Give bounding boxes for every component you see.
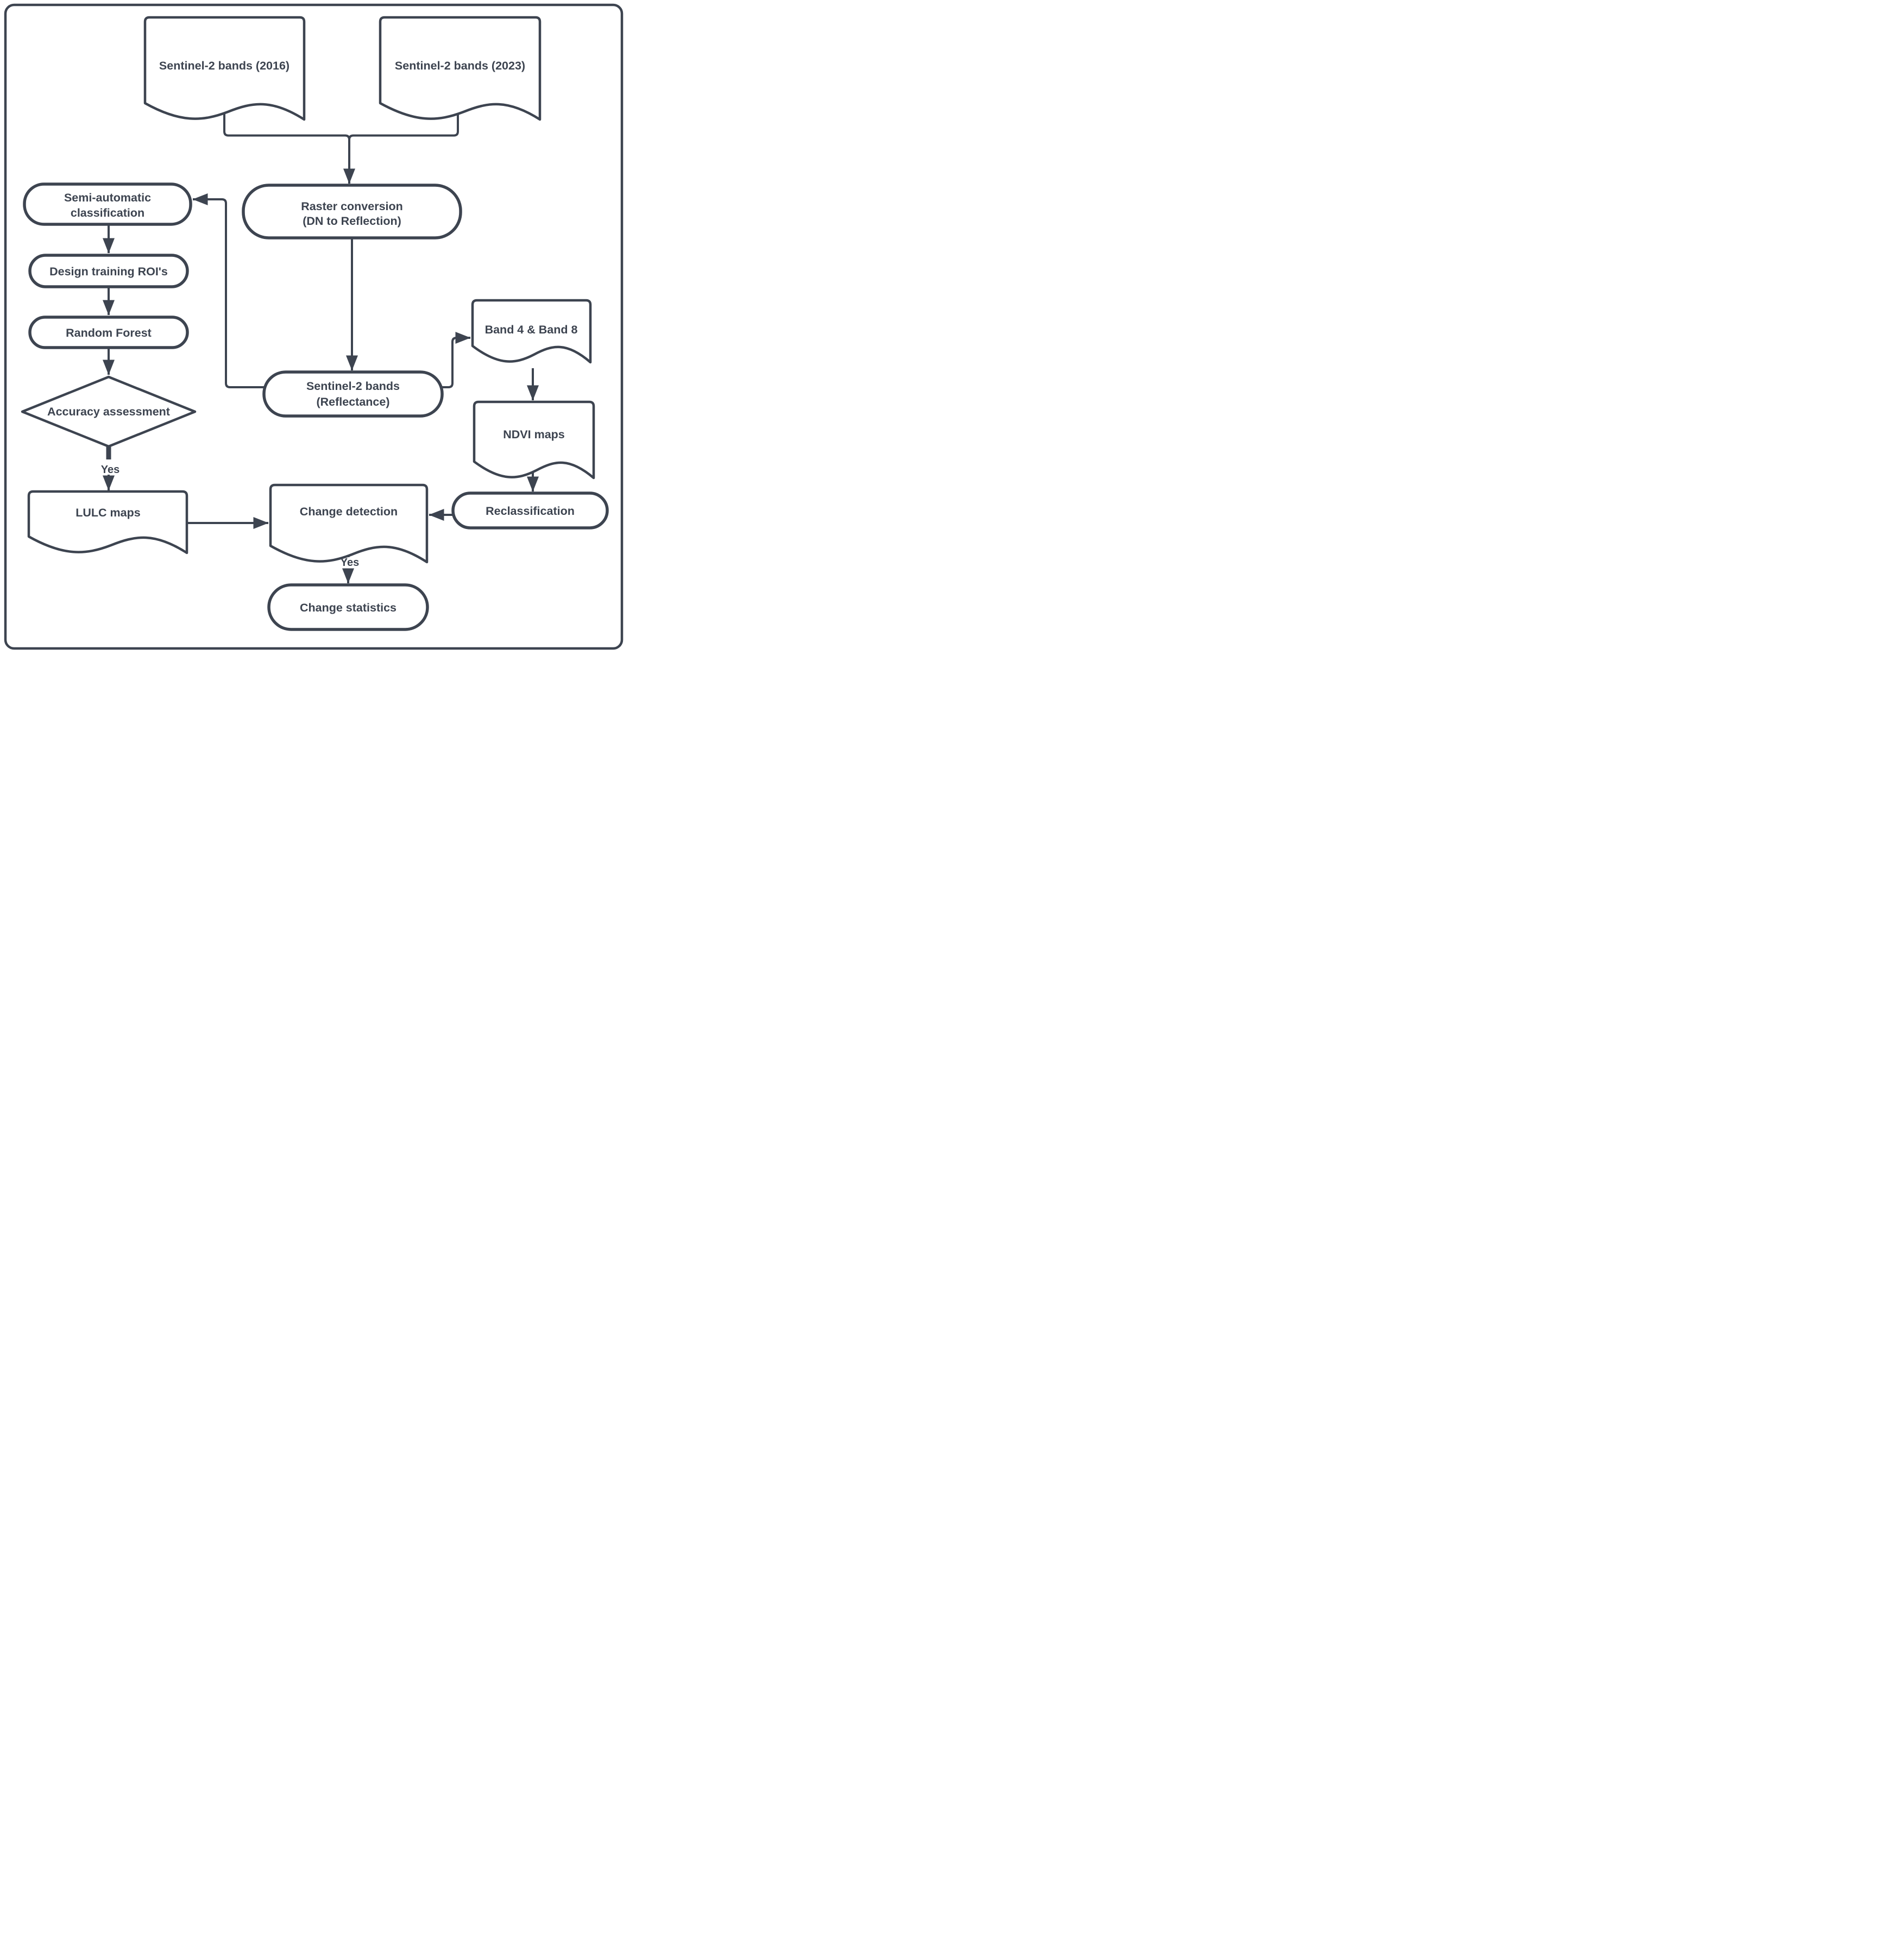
document-shape bbox=[29, 491, 187, 553]
node-label-line2: classification bbox=[70, 206, 145, 219]
node-accuracy-assessment bbox=[22, 377, 195, 446]
edge-reflectance-to-band48 bbox=[442, 338, 470, 387]
node-sentinel-reflectance bbox=[264, 372, 442, 416]
node-label: Sentinel-2 bands (2023) bbox=[394, 59, 526, 72]
node-design-training-rois bbox=[30, 255, 187, 287]
node-change-statistics bbox=[269, 585, 427, 629]
node-sentinel-2016 bbox=[145, 17, 304, 119]
node-random-forest bbox=[30, 317, 187, 348]
rounded-process-shape bbox=[264, 372, 442, 416]
node-label: Change detection bbox=[299, 505, 398, 518]
node-label: Change statistics bbox=[299, 601, 397, 614]
edge-sentinel2016-to-junction bbox=[224, 110, 349, 140]
document-shape bbox=[270, 485, 427, 562]
node-label: Design training ROI's bbox=[49, 265, 168, 278]
node-label: NDVI maps bbox=[503, 428, 565, 441]
flowchart-canvas bbox=[0, 0, 627, 653]
node-label-line1: Semi-automatic bbox=[64, 191, 152, 204]
node-semi-automatic-classification bbox=[24, 184, 191, 224]
node-label-line2: (Reflectance) bbox=[316, 395, 390, 408]
node-label: Random Forest bbox=[66, 326, 152, 339]
edge-label-yes-1: Yes bbox=[100, 464, 120, 476]
node-sentinel-2023 bbox=[380, 17, 540, 119]
node-label-line1: Sentinel-2 bands bbox=[306, 380, 400, 393]
node-label: Sentinel-2 bands (2016) bbox=[159, 59, 290, 72]
node-reclassification bbox=[453, 493, 607, 528]
edge-label-yes-2: Yes bbox=[340, 557, 360, 569]
node-label: LULC maps bbox=[75, 506, 141, 519]
node-label-line2: (DN to Reflection) bbox=[303, 215, 401, 228]
node-ndvi-maps bbox=[474, 402, 594, 478]
node-raster-conversion bbox=[243, 185, 461, 238]
node-label: Band 4 & Band 8 bbox=[484, 323, 578, 336]
node-band4-band8 bbox=[473, 300, 590, 362]
node-label: Accuracy assessment bbox=[47, 405, 170, 418]
node-label-line1: Raster conversion bbox=[301, 200, 403, 213]
node-lulc-maps bbox=[29, 491, 187, 553]
node-change-detection bbox=[270, 485, 427, 562]
node-label: Reclassification bbox=[486, 505, 575, 518]
flowchart-svg bbox=[0, 0, 627, 653]
